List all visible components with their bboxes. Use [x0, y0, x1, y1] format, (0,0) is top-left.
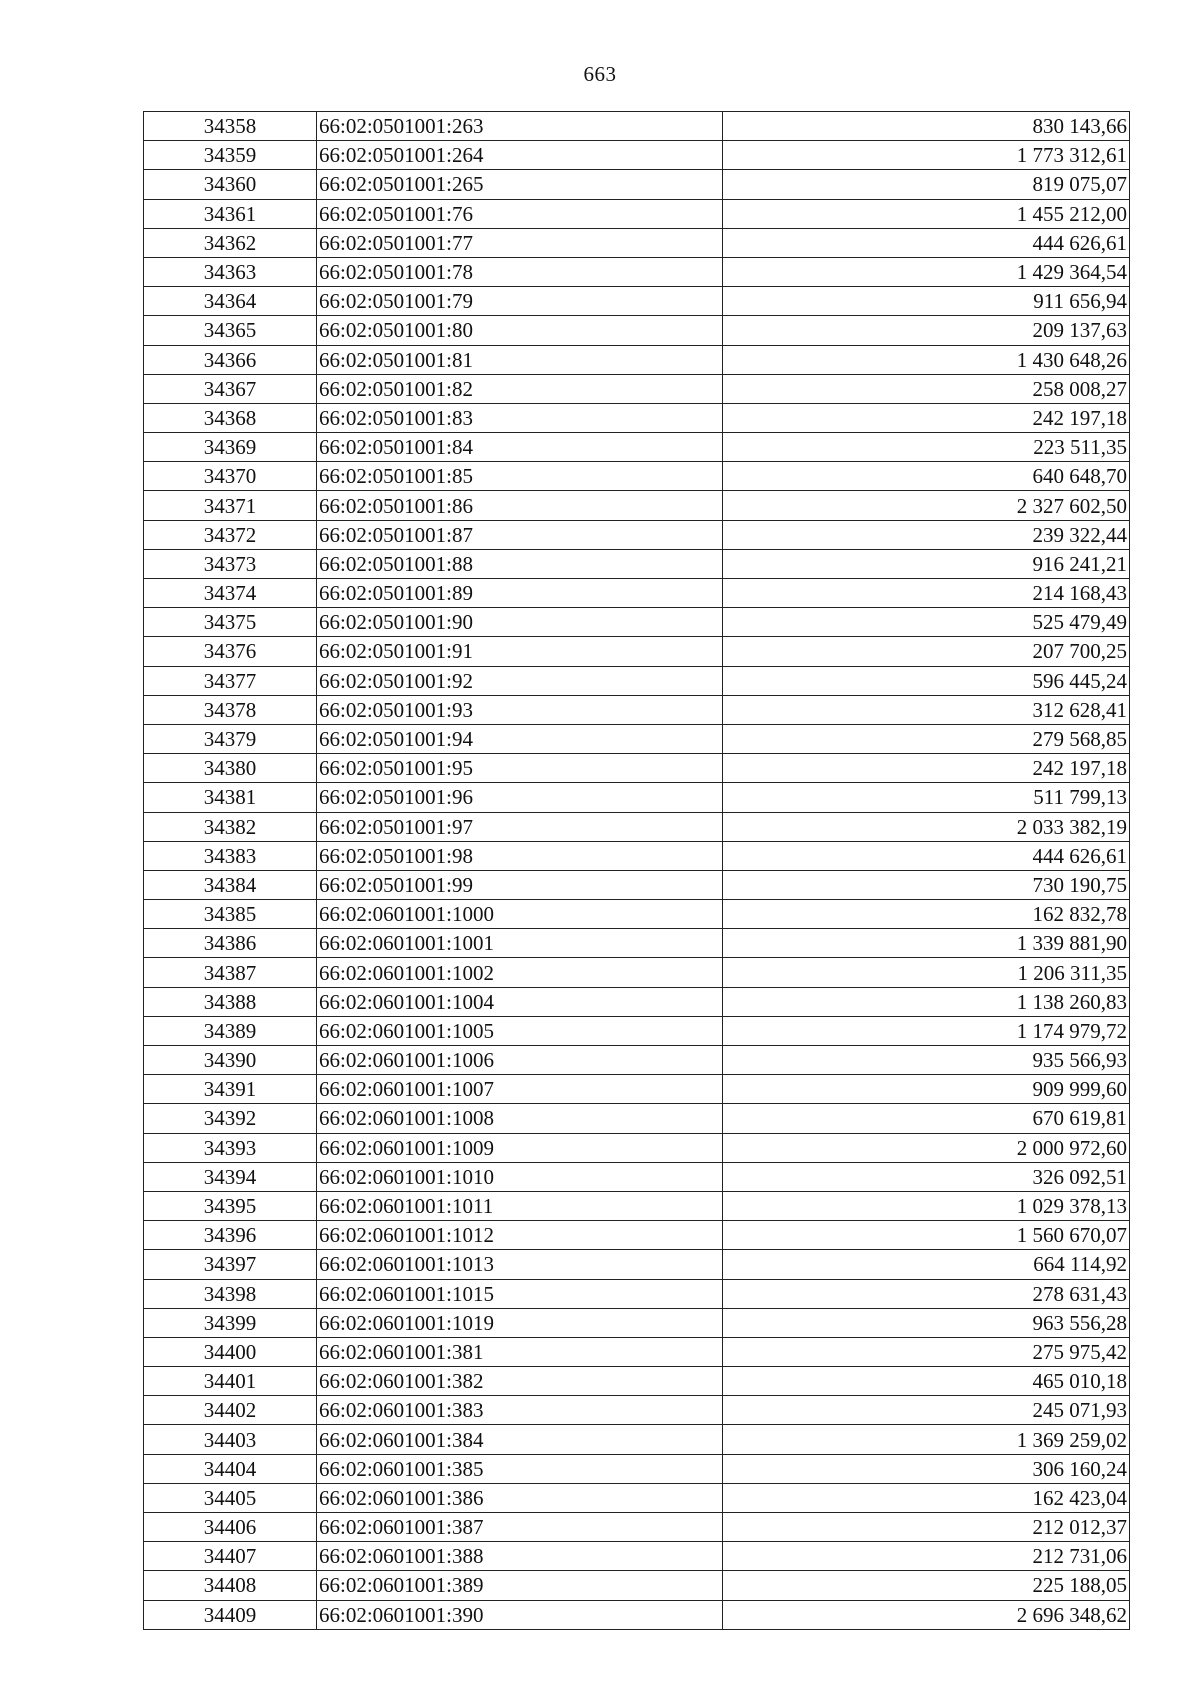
cadastral-value-cell: 2 696 348,62 [723, 1600, 1130, 1629]
table-row [144, 695, 1130, 724]
row-number-cell: 34391 [144, 1075, 317, 1104]
row-number-cell: 34383 [144, 841, 317, 870]
cadastral-number-cell: 66:02:0501001:89 [317, 579, 723, 608]
table-row [144, 199, 1130, 228]
table-row [144, 257, 1130, 286]
cadastral-number-cell: 66:02:0601001:390 [317, 1600, 723, 1629]
row-number-cell: 34379 [144, 724, 317, 753]
row-number-cell: 34386 [144, 929, 317, 958]
row-number-cell: 34385 [144, 900, 317, 929]
cadastral-number-cell: 66:02:0601001:1009 [317, 1133, 723, 1162]
row-number-cell: 34365 [144, 316, 317, 345]
row-number-cell: 34399 [144, 1308, 317, 1337]
cadastral-value-cell: 909 999,60 [723, 1075, 1130, 1104]
row-number-cell: 34393 [144, 1133, 317, 1162]
cadastral-value-cell: 1 560 670,07 [723, 1221, 1130, 1250]
table-row [144, 403, 1130, 432]
table-row [144, 520, 1130, 549]
row-number-cell: 34364 [144, 287, 317, 316]
table-row [144, 1308, 1130, 1337]
cadastral-value-cell: 916 241,21 [723, 549, 1130, 578]
cadastral-value-cell: 278 631,43 [723, 1279, 1130, 1308]
cadastral-number-cell: 66:02:0601001:1004 [317, 987, 723, 1016]
cadastral-number-cell: 66:02:0601001:381 [317, 1337, 723, 1366]
cadastral-value-cell: 207 700,25 [723, 637, 1130, 666]
row-number-cell: 34395 [144, 1191, 317, 1220]
cadastral-value-cell: 1 773 312,61 [723, 141, 1130, 170]
table-row [144, 1425, 1130, 1454]
cadastral-number-cell: 66:02:0501001:80 [317, 316, 723, 345]
cadastral-number-cell: 66:02:0601001:1015 [317, 1279, 723, 1308]
table-row [144, 170, 1130, 199]
row-number-cell: 34363 [144, 257, 317, 286]
cadastral-number-cell: 66:02:0601001:389 [317, 1571, 723, 1600]
row-number-cell: 34401 [144, 1367, 317, 1396]
cadastral-number-cell: 66:02:0601001:386 [317, 1483, 723, 1512]
cadastral-number-cell: 66:02:0601001:382 [317, 1367, 723, 1396]
cadastral-number-cell: 66:02:0501001:83 [317, 403, 723, 432]
table-row [144, 1396, 1130, 1425]
cadastral-value-cell: 1 138 260,83 [723, 987, 1130, 1016]
row-number-cell: 34400 [144, 1337, 317, 1366]
cadastral-value-cell: 212 731,06 [723, 1542, 1130, 1571]
row-number-cell: 34361 [144, 199, 317, 228]
cadastral-number-cell: 66:02:0501001:94 [317, 724, 723, 753]
row-number-cell: 34382 [144, 812, 317, 841]
row-number-cell: 34377 [144, 666, 317, 695]
row-number-cell: 34394 [144, 1162, 317, 1191]
row-number-cell: 34370 [144, 462, 317, 491]
cadastral-number-cell: 66:02:0601001:383 [317, 1396, 723, 1425]
cadastral-value-cell: 1 339 881,90 [723, 929, 1130, 958]
table-row [144, 1337, 1130, 1366]
cadastral-number-cell: 66:02:0501001:88 [317, 549, 723, 578]
cadastral-number-cell: 66:02:0501001:87 [317, 520, 723, 549]
table-row [144, 579, 1130, 608]
row-number-cell: 34381 [144, 783, 317, 812]
cadastral-value-cell: 326 092,51 [723, 1162, 1130, 1191]
cadastral-number-cell: 66:02:0501001:263 [317, 112, 723, 141]
cadastral-number-cell: 66:02:0501001:264 [317, 141, 723, 170]
row-number-cell: 34375 [144, 608, 317, 637]
table-row [144, 841, 1130, 870]
table-row [144, 1075, 1130, 1104]
cadastral-number-cell: 66:02:0501001:90 [317, 608, 723, 637]
cadastral-number-cell: 66:02:0601001:388 [317, 1542, 723, 1571]
cadastral-value-cell: 640 648,70 [723, 462, 1130, 491]
cadastral-number-cell: 66:02:0501001:85 [317, 462, 723, 491]
row-number-cell: 34376 [144, 637, 317, 666]
cadastral-value-cell: 275 975,42 [723, 1337, 1130, 1366]
row-number-cell: 34368 [144, 403, 317, 432]
cadastral-number-cell: 66:02:0501001:84 [317, 433, 723, 462]
cadastral-number-cell: 66:02:0501001:82 [317, 374, 723, 403]
table-row [144, 1221, 1130, 1250]
table-row [144, 1571, 1130, 1600]
table-row [144, 1542, 1130, 1571]
table-row [144, 958, 1130, 987]
table-row [144, 228, 1130, 257]
cadastral-value-cell: 2 000 972,60 [723, 1133, 1130, 1162]
table-row [144, 112, 1130, 141]
cadastral-value-cell: 730 190,75 [723, 870, 1130, 899]
cadastral-value-cell: 162 832,78 [723, 900, 1130, 929]
cadastral-value-cell: 223 511,35 [723, 433, 1130, 462]
row-number-cell: 34384 [144, 870, 317, 899]
cadastral-value-cell: 465 010,18 [723, 1367, 1130, 1396]
cadastral-number-cell: 66:02:0601001:1010 [317, 1162, 723, 1191]
row-number-cell: 34378 [144, 695, 317, 724]
cadastral-number-cell: 66:02:0601001:1012 [317, 1221, 723, 1250]
table-row [144, 1162, 1130, 1191]
cadastral-number-cell: 66:02:0601001:387 [317, 1513, 723, 1542]
cadastral-value-cell: 1 206 311,35 [723, 958, 1130, 987]
table-row [144, 900, 1130, 929]
cadastral-number-cell: 66:02:0501001:96 [317, 783, 723, 812]
table-row [144, 141, 1130, 170]
cadastral-value-cell: 312 628,41 [723, 695, 1130, 724]
table-row [144, 374, 1130, 403]
table-row [144, 345, 1130, 374]
table-row [144, 637, 1130, 666]
cadastral-value-cell: 525 479,49 [723, 608, 1130, 637]
cadastral-number-cell: 66:02:0601001:1007 [317, 1075, 723, 1104]
cadastral-value-cell: 209 137,63 [723, 316, 1130, 345]
cadastral-value-cell: 2 327 602,50 [723, 491, 1130, 520]
row-number-cell: 34390 [144, 1046, 317, 1075]
table-row [144, 491, 1130, 520]
cadastral-value-cell: 1 455 212,00 [723, 199, 1130, 228]
cadastral-value-cell: 963 556,28 [723, 1308, 1130, 1337]
cadastral-value-cell: 1 029 378,13 [723, 1191, 1130, 1220]
cadastral-value-cell: 242 197,18 [723, 754, 1130, 783]
cadastral-value-cell: 162 423,04 [723, 1483, 1130, 1512]
cadastral-number-cell: 66:02:0501001:81 [317, 345, 723, 374]
row-number-cell: 34398 [144, 1279, 317, 1308]
cadastral-number-cell: 66:02:0501001:86 [317, 491, 723, 520]
table-row [144, 1454, 1130, 1483]
cadastral-number-cell: 66:02:0601001:1002 [317, 958, 723, 987]
cadastral-value-cell: 444 626,61 [723, 228, 1130, 257]
row-number-cell: 34408 [144, 1571, 317, 1600]
cadastral-number-cell: 66:02:0501001:91 [317, 637, 723, 666]
cadastral-value-cell: 306 160,24 [723, 1454, 1130, 1483]
cadastral-number-cell: 66:02:0501001:76 [317, 199, 723, 228]
cadastral-value-cell: 279 568,85 [723, 724, 1130, 753]
table-row [144, 287, 1130, 316]
row-number-cell: 34405 [144, 1483, 317, 1512]
row-number-cell: 34380 [144, 754, 317, 783]
cadastral-number-cell: 66:02:0601001:385 [317, 1454, 723, 1483]
cadastral-number-cell: 66:02:0601001:1005 [317, 1016, 723, 1045]
table-row [144, 549, 1130, 578]
cadastral-value-cell: 245 071,93 [723, 1396, 1130, 1425]
table-row [144, 1367, 1130, 1396]
cadastral-number-cell: 66:02:0501001:93 [317, 695, 723, 724]
cadastral-value-cell: 239 322,44 [723, 520, 1130, 549]
cadastral-value-cell: 935 566,93 [723, 1046, 1130, 1075]
row-number-cell: 34389 [144, 1016, 317, 1045]
table-row [144, 812, 1130, 841]
table-row [144, 1191, 1130, 1220]
row-number-cell: 34372 [144, 520, 317, 549]
row-number-cell: 34409 [144, 1600, 317, 1629]
table-row [144, 987, 1130, 1016]
row-number-cell: 34369 [144, 433, 317, 462]
table-row [144, 754, 1130, 783]
cadastral-number-cell: 66:02:0501001:79 [317, 287, 723, 316]
row-number-cell: 34371 [144, 491, 317, 520]
row-number-cell: 34359 [144, 141, 317, 170]
cadastral-number-cell: 66:02:0601001:1019 [317, 1308, 723, 1337]
row-number-cell: 34407 [144, 1542, 317, 1571]
row-number-cell: 34402 [144, 1396, 317, 1425]
cadastral-number-cell: 66:02:0501001:98 [317, 841, 723, 870]
cadastral-number-cell: 66:02:0601001:1013 [317, 1250, 723, 1279]
cadastral-value-cell: 664 114,92 [723, 1250, 1130, 1279]
cadastral-number-cell: 66:02:0601001:1000 [317, 900, 723, 929]
row-number-cell: 34403 [144, 1425, 317, 1454]
cadastral-value-cell: 819 075,07 [723, 170, 1130, 199]
cadastral-number-cell: 66:02:0501001:265 [317, 170, 723, 199]
cadastral-value-cell: 1 369 259,02 [723, 1425, 1130, 1454]
row-number-cell: 34367 [144, 374, 317, 403]
cadastral-number-cell: 66:02:0501001:92 [317, 666, 723, 695]
cadastral-number-cell: 66:02:0601001:1011 [317, 1191, 723, 1220]
table-row [144, 724, 1130, 753]
page-number: 663 [583, 62, 617, 86]
cadastral-value-cell: 214 168,43 [723, 579, 1130, 608]
row-number-cell: 34358 [144, 112, 317, 141]
cadastral-value-cell: 911 656,94 [723, 287, 1130, 316]
table-row [144, 666, 1130, 695]
cadastral-value-cell: 258 008,27 [723, 374, 1130, 403]
table-row [144, 1104, 1130, 1133]
cadastral-value-cell: 212 012,37 [723, 1513, 1130, 1542]
table-row [144, 316, 1130, 345]
table-row [144, 870, 1130, 899]
row-number-cell: 34366 [144, 345, 317, 374]
cadastral-value-table [143, 111, 1130, 1630]
row-number-cell: 34406 [144, 1513, 317, 1542]
row-number-cell: 34388 [144, 987, 317, 1016]
row-number-cell: 34397 [144, 1250, 317, 1279]
cadastral-number-cell: 66:02:0601001:1008 [317, 1104, 723, 1133]
row-number-cell: 34360 [144, 170, 317, 199]
cadastral-number-cell: 66:02:0501001:78 [317, 257, 723, 286]
row-number-cell: 34387 [144, 958, 317, 987]
cadastral-number-cell: 66:02:0601001:1001 [317, 929, 723, 958]
table-row [144, 1513, 1130, 1542]
cadastral-value-cell: 511 799,13 [723, 783, 1130, 812]
cadastral-value-cell: 444 626,61 [723, 841, 1130, 870]
cadastral-number-cell: 66:02:0501001:97 [317, 812, 723, 841]
row-number-cell: 34396 [144, 1221, 317, 1250]
cadastral-value-cell: 2 033 382,19 [723, 812, 1130, 841]
cadastral-number-cell: 66:02:0501001:95 [317, 754, 723, 783]
cadastral-value-cell: 670 619,81 [723, 1104, 1130, 1133]
row-number-cell: 34392 [144, 1104, 317, 1133]
row-number-cell: 34404 [144, 1454, 317, 1483]
row-number-cell: 34362 [144, 228, 317, 257]
cadastral-value-cell: 1 430 648,26 [723, 345, 1130, 374]
table-row [144, 608, 1130, 637]
table-body [144, 112, 1130, 1630]
table-row [144, 1483, 1130, 1512]
row-number-cell: 34373 [144, 549, 317, 578]
cadastral-value-cell: 1 174 979,72 [723, 1016, 1130, 1045]
table-row [144, 1250, 1130, 1279]
table-row [144, 462, 1130, 491]
table-row [144, 1016, 1130, 1045]
table-row [144, 929, 1130, 958]
cadastral-value-cell: 1 429 364,54 [723, 257, 1130, 286]
table-row [144, 1046, 1130, 1075]
table-row [144, 1600, 1130, 1629]
cadastral-number-cell: 66:02:0601001:1006 [317, 1046, 723, 1075]
cadastral-value-cell: 242 197,18 [723, 403, 1130, 432]
cadastral-number-cell: 66:02:0601001:384 [317, 1425, 723, 1454]
table-row [144, 433, 1130, 462]
cadastral-number-cell: 66:02:0501001:77 [317, 228, 723, 257]
cadastral-number-cell: 66:02:0501001:99 [317, 870, 723, 899]
cadastral-value-cell: 596 445,24 [723, 666, 1130, 695]
table-row [144, 1133, 1130, 1162]
row-number-cell: 34374 [144, 579, 317, 608]
cadastral-value-cell: 225 188,05 [723, 1571, 1130, 1600]
cadastral-value-cell: 830 143,66 [723, 112, 1130, 141]
table-row [144, 1279, 1130, 1308]
table-row [144, 783, 1130, 812]
